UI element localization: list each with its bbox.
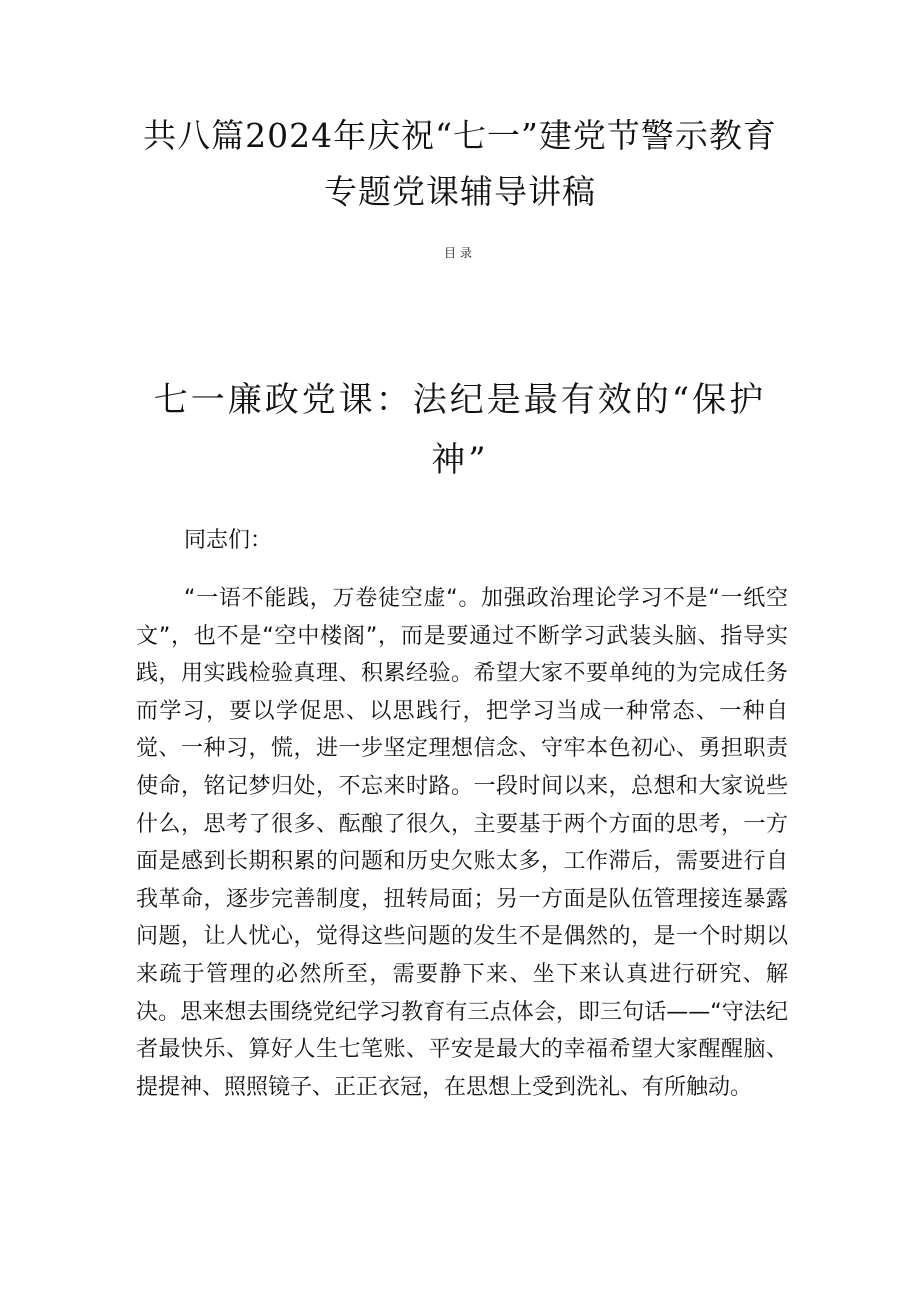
salutation: 同志们： <box>184 528 273 553</box>
section-title: 七一廉政党课：法纪是最有效的“保护神” <box>153 380 767 480</box>
document-title: 共八篇2024年庆祝“七一”建党节警示教育专题党课辅导讲稿 <box>143 116 777 211</box>
toc-label: 目录 <box>443 246 476 260</box>
body-paragraph: “一语不能践，万卷徒空虚“。加强政治理论学习不是“一纸空文”，也不是“空中楼阁”，而是要通过不断学习武装头脑、指导实践，用实践检验真理、积累经验。希望大家不要单纯的为完成任务而学习，要以学促思、以思践行，把学习当成一种常态、一种自觉、一种习，慌，进一步坚定理想信念、守牢本色初心、勇担职责使命，铭记梦归处，不忘来时路。一段时间以来，总想和大家说些什么，思考了很多、酝酿了很久，主要基于两个方面的思考，一方面是感到长期积累的问题和历史欠账太多，工作滞后，需要进行自我革命，逐步完善制度，扭转局面；另一方面是队伍管理接连暴露问题，让人忧心，觉得这些问题的发生不是偶然的，是一个时期以来疏于管理的必然所至，需要静下来、坐下来认真进行研究、解决。思来想去围绕党纪学习教育有三点体会，即三句话——“守法纪者最快乐、算好人生七笔账、平安是最大的幸福希望大家醒醒脑、提提神、照照镜子、正正衣冠，在思想上受到洗礼、有所触动。 <box>136 586 788 1100</box>
